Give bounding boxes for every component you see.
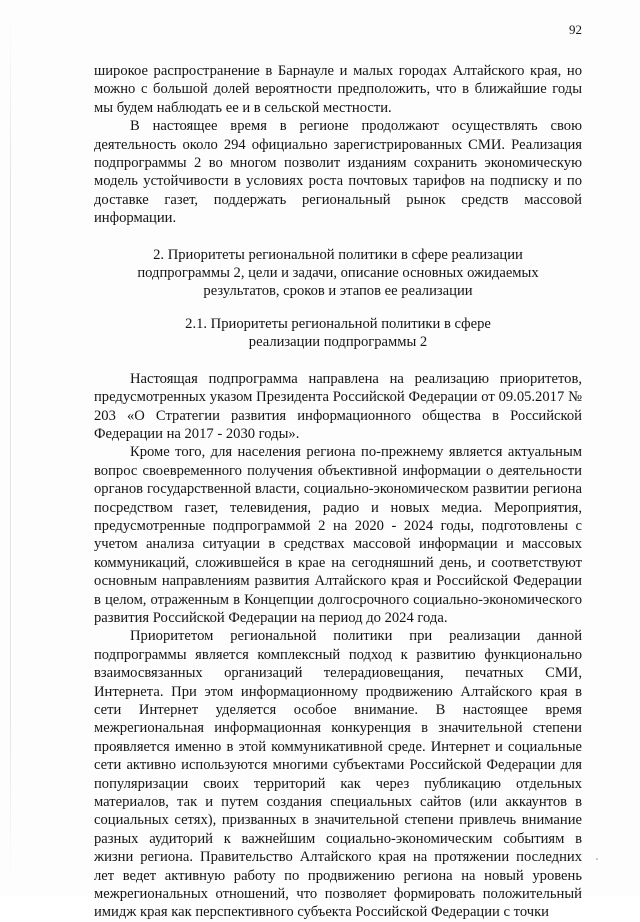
- scan-speck: [596, 858, 598, 860]
- section-heading-line: подпрограммы 2, цели и задачи, описание основных ожидаемых: [137, 265, 539, 282]
- spacer: [94, 352, 582, 370]
- paragraph-priorities: Настоящая подпрограмма направлена на реализацию приоритетов, предусмотренных указом Президента Российской Федерации от 09.05.2017 № 203 «О Стратегии развития информационного общества в Российской Федерации на 2017 - 2030 годы».: [94, 370, 582, 442]
- paragraph-current-media: В настоящее время в регионе продолжают осуществлять свою деятельность около 294 официально зарегистрированных СМИ. Реализация подпрограммы 2 во многом позволит изданиям сохранить экономическую модель устойчивости в условиях роста почтовых тарифов на подписку и по доставке газет, поддержать региональный рынок средств массовой информации.: [94, 118, 582, 227]
- page-number: 92: [569, 22, 582, 37]
- section-heading-line: результатов, сроков и этапов ее реализации: [203, 283, 473, 300]
- subsection-heading-line: 2.1. Приоритеты региональной политики в сфере: [185, 315, 491, 332]
- section-heading: [94, 246, 582, 301]
- subsection-heading-line: реализации подпрограммы 2: [248, 334, 428, 351]
- paragraph-population: Кроме того, для населения региона по-прежнему является актуальным вопрос своевременного получения объективной информации о деятельности органов государственной власти, социально-экономическом развитии региона посредством газет, телевидения, радио и новых медиа. Мероприятия, предусмотренные подпрограммой 2 на 2020 - 2024 годы, подготовлены с учетом анализа ситуации в средствах массовой информации и массовых коммуникаций, сложившейся в крае на сегодняшний день, и соответствуют основным направлениям развития Алтайского края и Российской Федерации в целом, отраженным в Концепции долгосрочного социально-экономического развития Российской Федерации на период до 2024 года.: [94, 444, 582, 626]
- intro-paragraph: широкое распространение в Барнауле и малых городах Алтайского края, но можно с большой долей вероятности предположить, что в ближайшие годы мы будем наблюдать ее и в сельской местности.: [94, 63, 582, 116]
- paragraph-approach: Приоритетом региональной политики при реализации данной подпрограммы является комплексный подход к развитию функционально взаимосвязанных организаций телерадиовещания, печатных СМИ, Интернета. При этом информационному продвижению Алтайского края в сети Интернет уделяется особое внимание. В настоящее время межрегиональная информационная конкуренция в значительной степени проявляется именно в этой коммуникативной среде. Интернет и социальные сети активно используются многими субъектами Российской Федерации для популяризации своих территорий как через публикацию отдельных материалов, так и путем создания специальных сайтов (или аккаунтов в социальных сетях), призванных в значительной степени привлечь внимание разных аудиторий к важнейшим социально-экономическим событиям в жизни региона. Правительство Алтайского края на протяжении последних лет ведет активную работу по продвижению региона на новый уровень межрегиональных отношений, что позволяет формировать положительный имидж края как перспективного субъекта Российской Федерации с точки: [94, 628, 582, 921]
- document-body: [94, 62, 582, 922]
- scan-edge-shadow: [10, 0, 11, 896]
- subsection-heading: [94, 315, 582, 352]
- section-heading-line: 2. Приоритеты региональной политики в сфере реализации: [153, 246, 523, 263]
